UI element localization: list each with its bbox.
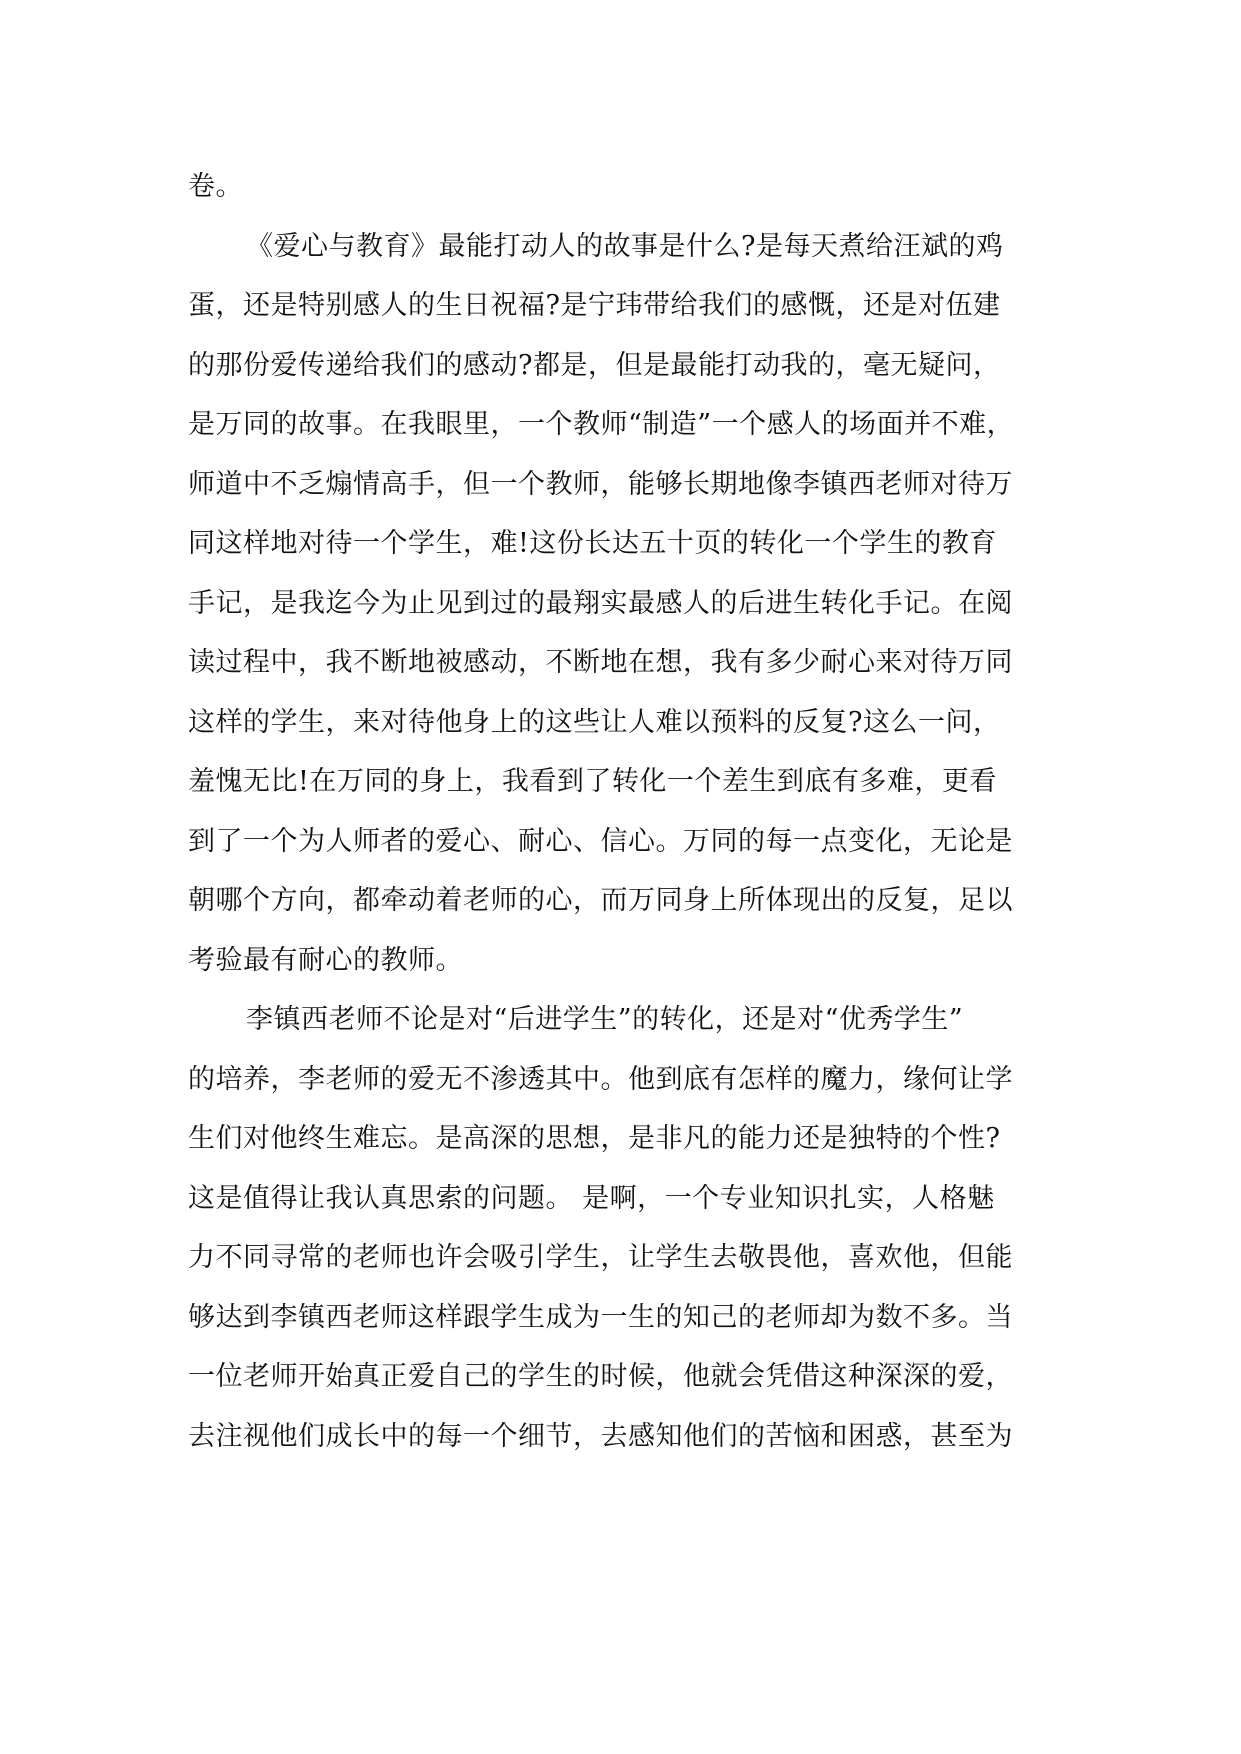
document-body bbox=[188, 157, 1068, 1466]
paragraph-line: 同这样地对待一个学生，难!这份长达五十页的转化一个学生的教育 bbox=[188, 528, 997, 559]
paragraph-line: 的那份爱传递给我们的感动?都是，但是最能打动我的，毫无疑问， bbox=[188, 349, 1001, 381]
paragraph-line: 够达到李镇西老师这样跟学生成为一生的知己的老师却为数不多。当 bbox=[188, 1301, 1013, 1333]
paragraph-line: 蛋，还是特别感人的生日祝福?是宁玮带给我们的感慨，还是对伍建 bbox=[188, 290, 1001, 321]
paragraph-line: 这样的学生，来对待他身上的这些让人难以预料的反复?这么一问， bbox=[188, 706, 1001, 738]
paragraph-line: 的培养，李老师的爱无不渗透其中。他到底有怎样的魔力，缘何让学 bbox=[188, 1063, 1013, 1095]
paragraph-line: 手记，是我迄今为止见到过的最翔实最感人的后进生转化手记。在阅 bbox=[188, 587, 1013, 619]
paragraph-line: 一位老师开始真正爱自己的学生的时候，他就会凭借这种深深的爱， bbox=[188, 1361, 1013, 1392]
paragraph-line: 李镇西老师不论是对“后进学生”的转化，还是对“优秀学生” bbox=[246, 1004, 964, 1035]
paragraph-line: 《爱心与教育》最能打动人的故事是什么?是每天煮给汪斌的鸡 bbox=[246, 230, 1004, 262]
paragraph-line: 卷。 bbox=[188, 171, 243, 202]
paragraph-line: 到了一个为人师者的爱心、耐心、信心。万同的每一点变化，无论是 bbox=[188, 825, 1013, 857]
paragraph-line: 读过程中，我不断地被感动，不断地在想，我有多少耐心来对待万同 bbox=[188, 647, 1013, 678]
paragraph-line: 师道中不乏煽情高手，但一个教师，能够长期地像李镇西老师对待万 bbox=[188, 468, 1013, 500]
paragraph-line: 力不同寻常的老师也许会吸引学生，让学生去敬畏他，喜欢他，但能 bbox=[188, 1242, 1013, 1273]
paragraph-line: 是万同的故事。在我眼里，一个教师“制造”一个感人的场面并不难， bbox=[188, 409, 1015, 440]
paragraph-line: 生们对他终生难忘。是高深的思想，是非凡的能力还是独特的个性? bbox=[188, 1123, 1001, 1154]
paragraph-line: 朝哪个方向，都牵动着老师的心，而万同身上所体现出的反复，足以 bbox=[188, 885, 1013, 916]
paragraph-line: 这是值得让我认真思索的问题。 是啊，一个专业知识扎实，人格魅 bbox=[188, 1182, 995, 1214]
paragraph-line: 去注视他们成长中的每一个细节，去感知他们的苦恼和困惑，甚至为 bbox=[188, 1420, 1013, 1452]
paragraph-line: 羞愧无比!在万同的身上，我看到了转化一个差生到底有多难，更看 bbox=[188, 766, 997, 797]
paragraph-line: 考验最有耐心的教师。 bbox=[188, 944, 463, 976]
